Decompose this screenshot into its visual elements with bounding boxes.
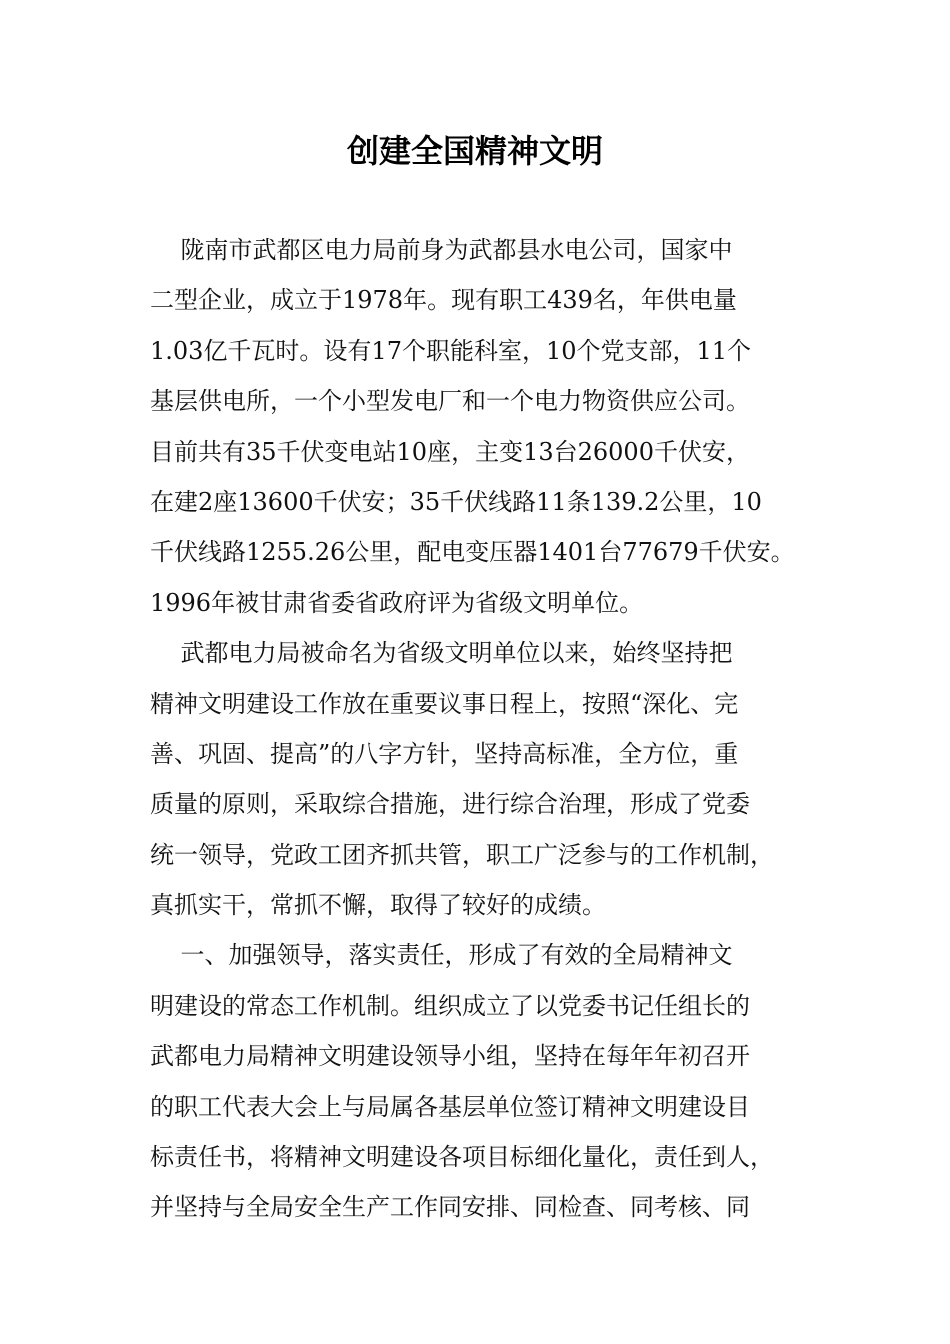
text-line: 并坚持与全局安全生产工作同安排、同检查、同考核、同	[150, 1193, 750, 1222]
text-line: 1996年被甘肃省委省政府评为省级文明单位。	[150, 588, 644, 617]
text-line: 武都电力局精神文明建设领导小组，坚持在每年年初召开	[150, 1042, 750, 1071]
text-line: 统一领导，党政工团齐抓共管，职工广泛参与的工作机制，	[150, 840, 774, 869]
text-line: 目前共有35千伏变电站10座，主变13台26000千伏安，	[150, 437, 750, 466]
text-line: 精神文明建设工作放在重要议事日程上，按照“深化、完	[150, 689, 739, 718]
text-line: 真抓实干，常抓不懈，取得了较好的成绩。	[150, 891, 606, 920]
text-line: 基层供电所，一个小型发电厂和一个电力物资供应公司。	[150, 387, 750, 416]
text-line: 质量的原则，采取综合措施，进行综合治理，形成了党委	[150, 790, 750, 819]
text-line: 善、巩固、提高”的八字方针，坚持高标准，全方位，重	[150, 739, 739, 768]
text-line: 在建2座13600千伏安；35千伏线路11条139.2公里，10	[150, 487, 762, 516]
text-line: 武都电力局被命名为省级文明单位以来，始终坚持把	[150, 639, 733, 668]
text-line: 明建设的常态工作机制。组织成立了以党委书记任组长的	[150, 991, 750, 1020]
text-line: 1.03亿千瓦时。设有17个职能科室，10个党支部，11个	[150, 336, 752, 365]
text-line: 一、加强领导，落实责任，形成了有效的全局精神文	[150, 941, 733, 970]
text-line: 标责任书，将精神文明建设各项目标细化量化，责任到人，	[150, 1143, 774, 1172]
text-line: 千伏线路1255.26公里，配电变压器1401台77679千伏安。	[150, 538, 795, 567]
text-line: 二型企业，成立于1978年。现有职工439名，年供电量	[150, 286, 737, 315]
text-line: 陇南市武都区电力局前身为武都县水电公司，国家中	[150, 236, 733, 264]
text-line: 的职工代表大会上与局属各基层单位签订精神文明建设目	[150, 1092, 750, 1121]
document-body	[150, 225, 800, 1233]
document-title: 创建全国精神文明	[346, 132, 603, 170]
